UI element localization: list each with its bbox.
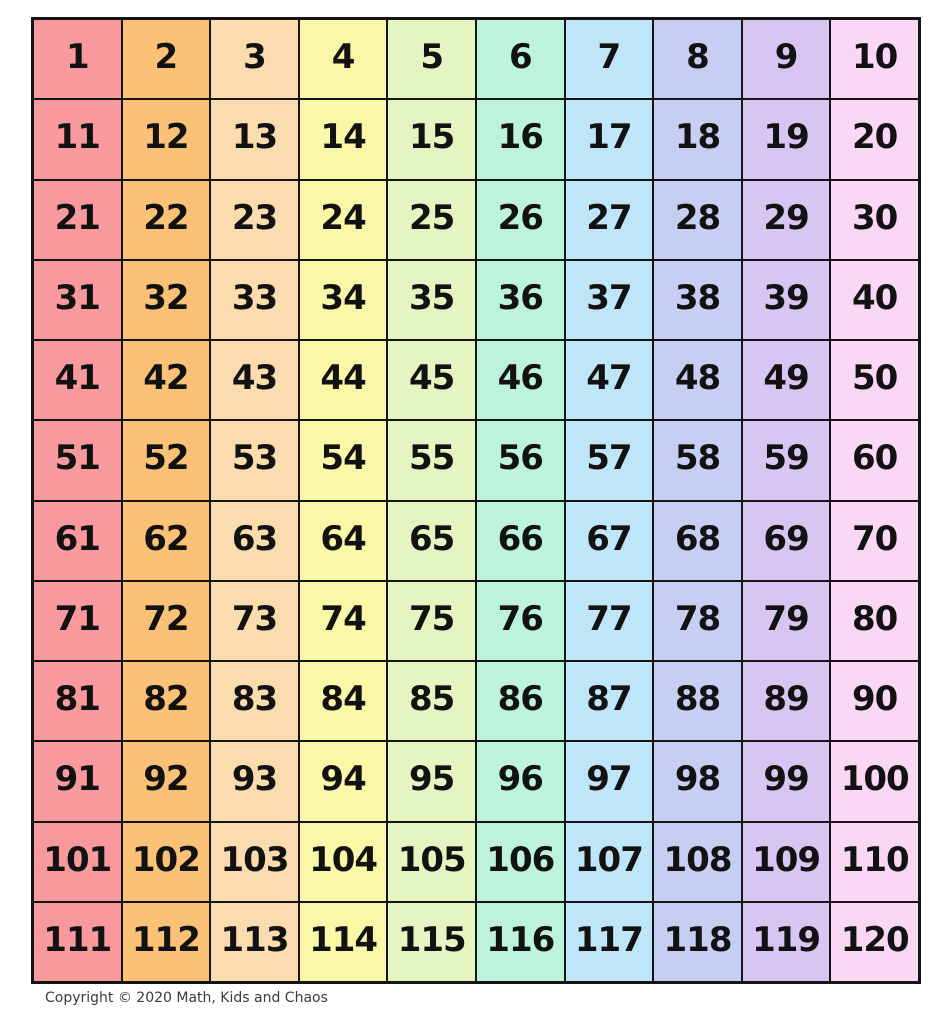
number-cell: 92 bbox=[122, 741, 211, 821]
number-cell: 68 bbox=[653, 501, 742, 581]
number-cell: 114 bbox=[299, 902, 388, 982]
number-cell: 108 bbox=[653, 822, 742, 902]
number-cell: 112 bbox=[122, 902, 211, 982]
number-cell: 102 bbox=[122, 822, 211, 902]
number-cell: 76 bbox=[476, 581, 565, 661]
number-cell: 28 bbox=[653, 180, 742, 260]
number-cell: 82 bbox=[122, 661, 211, 741]
number-cell: 23 bbox=[210, 180, 299, 260]
number-cell: 40 bbox=[830, 260, 919, 340]
number-cell: 29 bbox=[742, 180, 831, 260]
number-cell: 55 bbox=[387, 420, 476, 500]
number-cell: 1 bbox=[33, 19, 122, 99]
number-cell: 61 bbox=[33, 501, 122, 581]
number-cell: 66 bbox=[476, 501, 565, 581]
number-cell: 67 bbox=[565, 501, 654, 581]
number-cell: 25 bbox=[387, 180, 476, 260]
number-cell: 5 bbox=[387, 19, 476, 99]
number-cell: 22 bbox=[122, 180, 211, 260]
number-cell: 103 bbox=[210, 822, 299, 902]
number-cell: 106 bbox=[476, 822, 565, 902]
number-cell: 87 bbox=[565, 661, 654, 741]
number-cell: 53 bbox=[210, 420, 299, 500]
number-cell: 79 bbox=[742, 581, 831, 661]
number-cell: 8 bbox=[653, 19, 742, 99]
number-cell: 17 bbox=[565, 99, 654, 179]
number-cell: 42 bbox=[122, 340, 211, 420]
number-cell: 69 bbox=[742, 501, 831, 581]
number-cell: 96 bbox=[476, 741, 565, 821]
number-cell: 57 bbox=[565, 420, 654, 500]
number-cell: 51 bbox=[33, 420, 122, 500]
number-cell: 47 bbox=[565, 340, 654, 420]
number-cell: 83 bbox=[210, 661, 299, 741]
number-cell: 78 bbox=[653, 581, 742, 661]
number-cell: 60 bbox=[830, 420, 919, 500]
number-cell: 93 bbox=[210, 741, 299, 821]
number-cell: 75 bbox=[387, 581, 476, 661]
number-cell: 116 bbox=[476, 902, 565, 982]
number-cell: 91 bbox=[33, 741, 122, 821]
number-cell: 99 bbox=[742, 741, 831, 821]
number-cell: 24 bbox=[299, 180, 388, 260]
number-cell: 13 bbox=[210, 99, 299, 179]
number-cell: 43 bbox=[210, 340, 299, 420]
number-cell: 86 bbox=[476, 661, 565, 741]
number-cell: 15 bbox=[387, 99, 476, 179]
number-cell: 111 bbox=[33, 902, 122, 982]
number-cell: 50 bbox=[830, 340, 919, 420]
number-cell: 9 bbox=[742, 19, 831, 99]
number-cell: 33 bbox=[210, 260, 299, 340]
number-cell: 6 bbox=[476, 19, 565, 99]
number-cell: 70 bbox=[830, 501, 919, 581]
number-cell: 19 bbox=[742, 99, 831, 179]
number-cell: 120 bbox=[830, 902, 919, 982]
number-cell: 31 bbox=[33, 260, 122, 340]
number-cell: 21 bbox=[33, 180, 122, 260]
number-cell: 81 bbox=[33, 661, 122, 741]
number-cell: 62 bbox=[122, 501, 211, 581]
number-cell: 27 bbox=[565, 180, 654, 260]
number-cell: 18 bbox=[653, 99, 742, 179]
number-cell: 117 bbox=[565, 902, 654, 982]
number-cell: 64 bbox=[299, 501, 388, 581]
number-cell: 77 bbox=[565, 581, 654, 661]
number-cell: 20 bbox=[830, 99, 919, 179]
number-cell: 39 bbox=[742, 260, 831, 340]
number-cell: 88 bbox=[653, 661, 742, 741]
number-cell: 97 bbox=[565, 741, 654, 821]
number-cell: 101 bbox=[33, 822, 122, 902]
number-cell: 115 bbox=[387, 902, 476, 982]
number-cell: 71 bbox=[33, 581, 122, 661]
number-cell: 110 bbox=[830, 822, 919, 902]
number-cell: 37 bbox=[565, 260, 654, 340]
number-cell: 104 bbox=[299, 822, 388, 902]
number-cell: 107 bbox=[565, 822, 654, 902]
number-cell: 41 bbox=[33, 340, 122, 420]
number-cell: 118 bbox=[653, 902, 742, 982]
number-cell: 32 bbox=[122, 260, 211, 340]
number-cell: 98 bbox=[653, 741, 742, 821]
copyright-text: Copyright © 2020 Math, Kids and Chaos bbox=[45, 990, 328, 1006]
number-cell: 63 bbox=[210, 501, 299, 581]
number-cell: 11 bbox=[33, 99, 122, 179]
number-cell: 36 bbox=[476, 260, 565, 340]
number-cell: 10 bbox=[830, 19, 919, 99]
number-cell: 16 bbox=[476, 99, 565, 179]
number-cell: 90 bbox=[830, 661, 919, 741]
number-grid bbox=[31, 17, 921, 984]
number-cell: 105 bbox=[387, 822, 476, 902]
number-cell: 58 bbox=[653, 420, 742, 500]
number-cell: 26 bbox=[476, 180, 565, 260]
number-cell: 34 bbox=[299, 260, 388, 340]
number-cell: 113 bbox=[210, 902, 299, 982]
number-cell: 56 bbox=[476, 420, 565, 500]
number-cell: 65 bbox=[387, 501, 476, 581]
number-cell: 49 bbox=[742, 340, 831, 420]
number-cell: 80 bbox=[830, 581, 919, 661]
number-cell: 38 bbox=[653, 260, 742, 340]
number-cell: 48 bbox=[653, 340, 742, 420]
number-cell: 30 bbox=[830, 180, 919, 260]
number-cell: 45 bbox=[387, 340, 476, 420]
number-cell: 44 bbox=[299, 340, 388, 420]
number-cell: 7 bbox=[565, 19, 654, 99]
number-cell: 84 bbox=[299, 661, 388, 741]
number-cell: 100 bbox=[830, 741, 919, 821]
number-cell: 72 bbox=[122, 581, 211, 661]
number-cell: 89 bbox=[742, 661, 831, 741]
number-cell: 73 bbox=[210, 581, 299, 661]
number-cell: 95 bbox=[387, 741, 476, 821]
number-cell: 54 bbox=[299, 420, 388, 500]
number-cell: 59 bbox=[742, 420, 831, 500]
number-cell: 14 bbox=[299, 99, 388, 179]
number-cell: 12 bbox=[122, 99, 211, 179]
number-cell: 3 bbox=[210, 19, 299, 99]
number-cell: 74 bbox=[299, 581, 388, 661]
number-cell: 109 bbox=[742, 822, 831, 902]
number-cell: 119 bbox=[742, 902, 831, 982]
number-cell: 94 bbox=[299, 741, 388, 821]
number-cell: 46 bbox=[476, 340, 565, 420]
number-cell: 35 bbox=[387, 260, 476, 340]
number-cell: 4 bbox=[299, 19, 388, 99]
number-cell: 85 bbox=[387, 661, 476, 741]
number-cell: 52 bbox=[122, 420, 211, 500]
number-cell: 2 bbox=[122, 19, 211, 99]
